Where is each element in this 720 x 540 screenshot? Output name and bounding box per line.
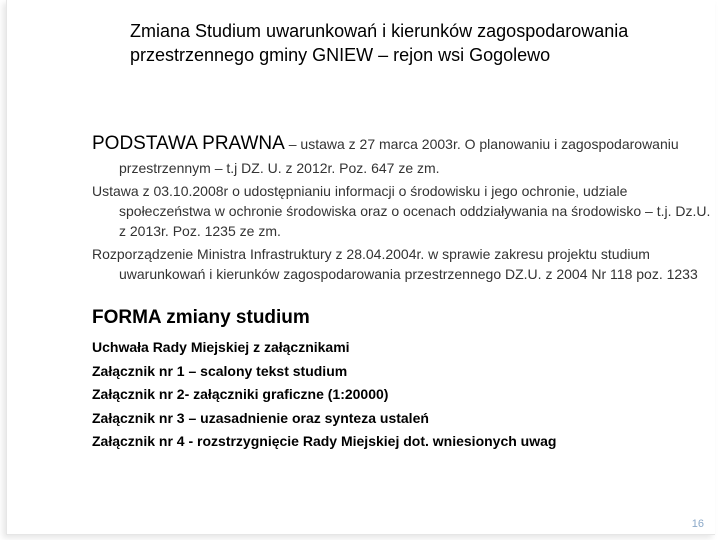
forma-heading: FORMA zmiany studium xyxy=(92,307,310,328)
slide-title: Zmiana Studium uwarunkowań i kierunków zagospodarowania przestrzennego gminy GNIEW – rejon wsi Gogolewo xyxy=(130,21,629,65)
environment-act-paragraph: Ustawa z 03.10.2008r o udostępnianiu informacji o środowisku i jego ochronie, udziale społeczeństwa w ochronie środowiska oraz o ocenach oddziaływania na środowisko – t.j. Dz.U. z 2013r. Poz. 1235 ze zm. xyxy=(92,183,711,239)
forma-item-attachment-4: Załącznik nr 4 - rozstrzygnięcie Rady Miejskiej dot. wniesionych uwag xyxy=(92,433,557,449)
legal-basis-paragraph xyxy=(92,132,719,180)
page-number: 16 xyxy=(691,518,704,530)
forma-list xyxy=(92,337,692,455)
forma-item-attachment-1: Załącznik nr 1 – scalony tekst studium xyxy=(92,362,348,379)
legal-basis-heading: PODSTAWA PRAWNA xyxy=(92,133,285,154)
forma-item-attachment-3: Załącznik nr 3 – uzasadnienie oraz synteza ustaleń xyxy=(92,409,429,426)
forma-item-attachment-2: Załącznik nr 2- załączniki graficzne (1:20000) xyxy=(92,386,389,402)
regulation-paragraph: Rozporządzenie Ministra Infrastruktury z 28.04.2004r. w sprawie zakresu projektu studium uwarunkowań i kierunków zagospodarowania przestrzennego DZ.U. z 2004 Nr 118 poz. 1233 xyxy=(92,246,698,282)
legal-basis-text: – ustawa z 27 marca 2003r. O planowaniu i zagospodarowaniu przestrzennym – t.j DZ. U. z 2012r. Poz. 647 ze zm. xyxy=(119,136,679,176)
forma-item-resolution: Uchwała Rady Miejskiej z załącznikami xyxy=(92,339,350,355)
